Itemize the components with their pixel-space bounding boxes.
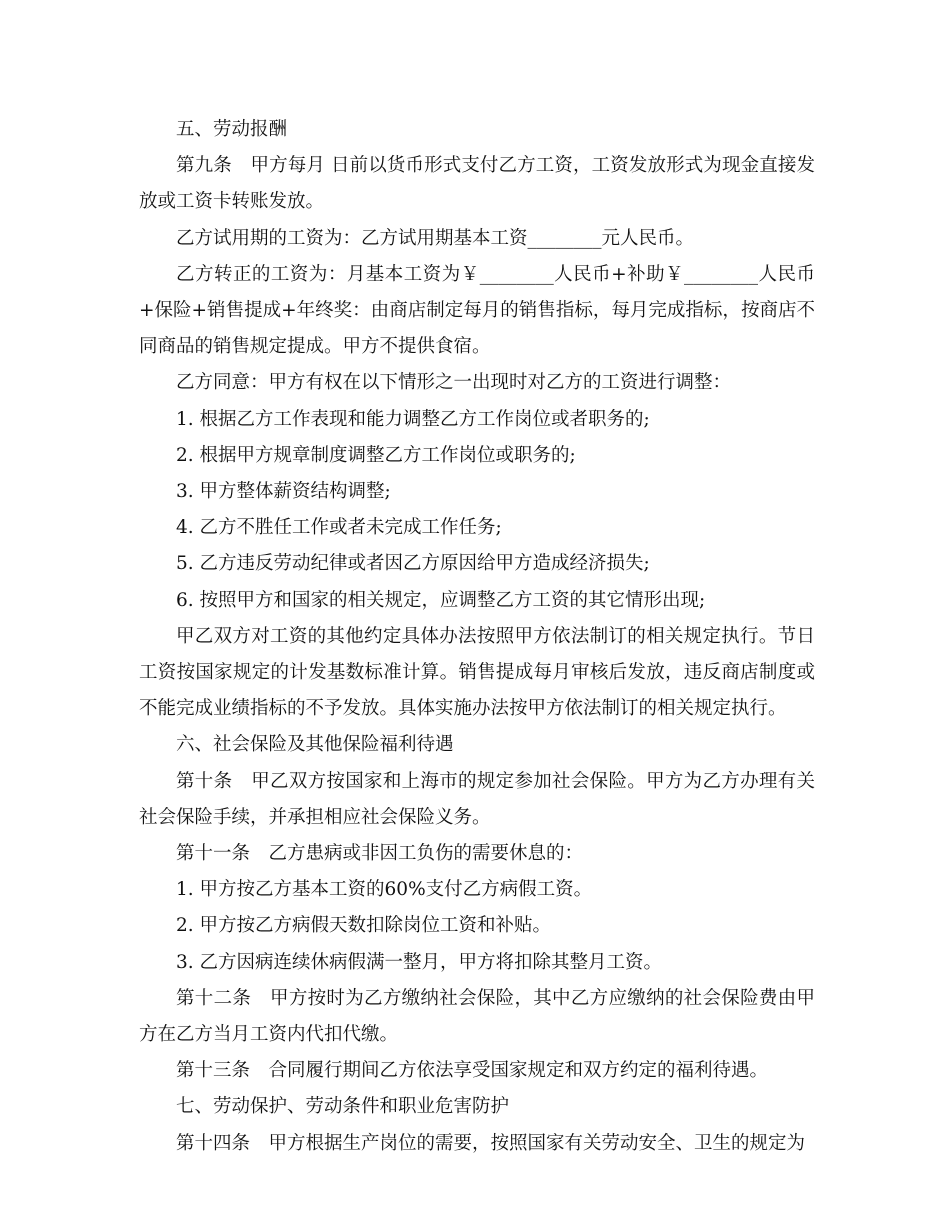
- sick-leave-item-1: 1. 甲方按乙方基本工资的60%支付乙方病假工资。: [176, 879, 593, 901]
- adjustment-item-6: 6. 按照甲方和国家的相关规定，应调整乙方工资的其它情形出现;: [176, 589, 706, 611]
- probation-salary-paragraph: 乙方试用期的工资为：乙方试用期基本工资________元人民币。: [176, 227, 695, 249]
- adjustment-item-1: 1. 根据乙方工作表现和能力调整乙方工作岗位或者职务的;: [176, 408, 650, 430]
- article-13: 第十三条 合同履行期间乙方依法享受国家规定和双方约定的福利待遇。: [176, 1060, 769, 1082]
- regular-salary-paragraph: 乙方转正的工资为：月基本工资为￥________人民币+补助￥________人民币+保险+销售提成+年终奖：由商店制定每月的销售指标，每月完成指标，按商店不同商品的销售规定提成。甲方不提供食宿。: [139, 263, 815, 358]
- section-heading-social-insurance: 六、社会保险及其他保险福利待遇: [176, 734, 454, 756]
- salary-adjustment-intro: 乙方同意：甲方有权在以下情形之一出现时对乙方的工资进行调整：: [176, 372, 732, 394]
- adjustment-item-4: 4. 乙方不胜任工作或者未完成工作任务;: [176, 517, 502, 539]
- section-heading-remuneration: 五、劳动报酬: [176, 119, 288, 140]
- adjustment-item-5: 5. 乙方违反劳动纪律或者因乙方原因给甲方造成经济损失;: [176, 553, 650, 575]
- document-body: [139, 112, 815, 1162]
- article-10: 第十条 甲乙双方按国家和上海市的规定参加社会保险。甲方为乙方办理有关社会保险手续，并承担相应社会保险义务。: [139, 770, 815, 828]
- article-9: 第九条 甲方每月 日前以货币形式支付乙方工资，工资发放形式为现金直接发放或工资卡转账发放。: [139, 155, 815, 213]
- article-11: 第十一条 乙方患病或非因工负伤的需要休息的：: [176, 843, 584, 865]
- sick-leave-item-2: 2. 甲方按乙方病假天数扣除岗位工资和补贴。: [176, 915, 552, 937]
- adjustment-item-3: 3. 甲方整体薪资结构调整;: [176, 481, 391, 503]
- adjustment-item-2: 2. 根据甲方规章制度调整乙方工作岗位或职务的;: [176, 444, 576, 466]
- section-heading-labor-protection: 七、劳动保护、劳动条件和职业危害防护: [176, 1096, 510, 1118]
- sick-leave-item-3: 3. 乙方因病连续休病假满一整月，甲方将扣除其整月工资。: [176, 951, 663, 973]
- article-12: 第十二条 甲方按时为乙方缴纳社会保险，其中乙方应缴纳的社会保险费由甲方在乙方当月工资内代扣代缴。: [139, 987, 815, 1046]
- article-14: 第十四条 甲方根据生产岗位的需要，按照国家有关劳动安全、卫生的规定为: [176, 1132, 806, 1154]
- other-salary-agreement-paragraph: 甲乙双方对工资的其他约定具体办法按照甲方依法制订的相关规定执行。节日工资按国家规定的计发基数标准计算。销售提成每月审核后发放，违反商店制度或不能完成业绩指标的不予发放。具体实施办法按甲方依法制订的相关规定执行。: [139, 625, 815, 720]
